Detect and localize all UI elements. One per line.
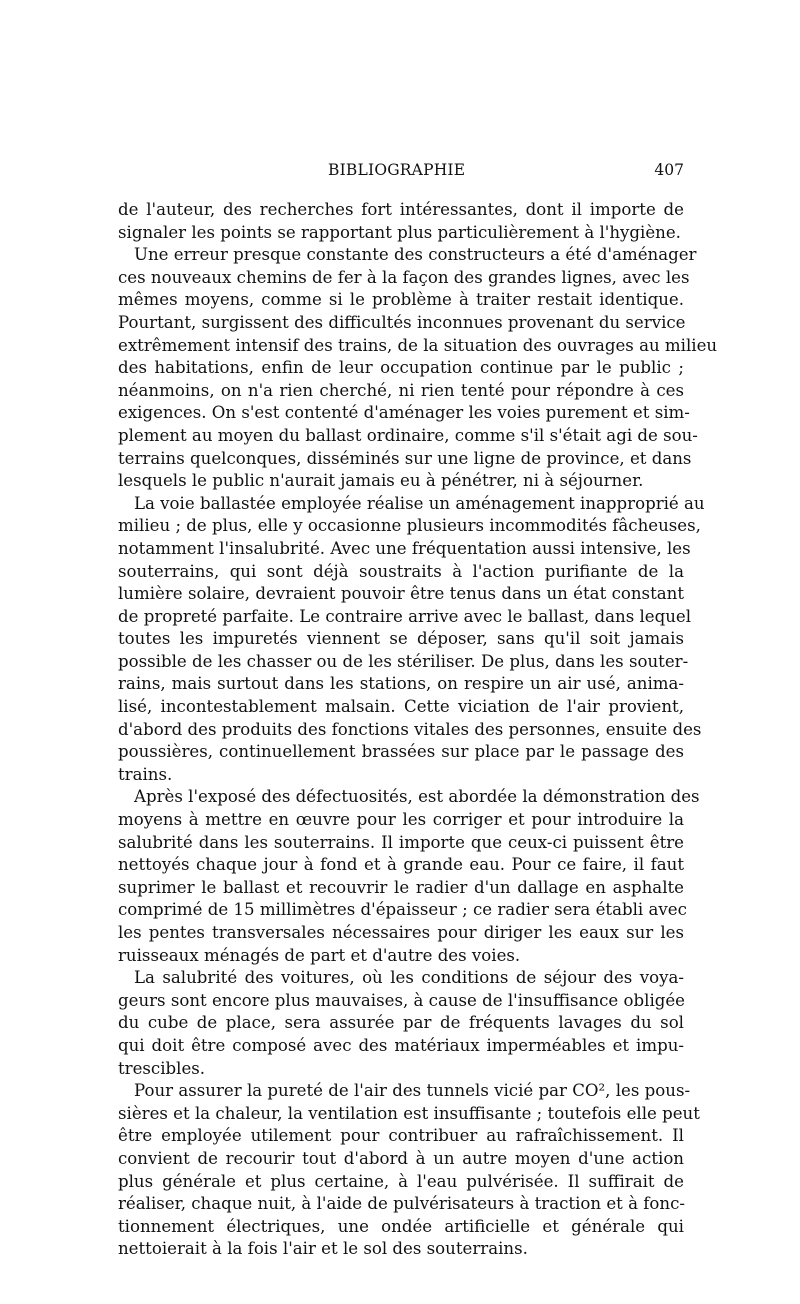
text-line: nettoyés chaque jour à fond et à grande eau. Pour ce faire, il faut (118, 855, 684, 875)
text-line: La salubrité des voitures, où les conditions de séjour des voya- (134, 968, 684, 988)
body-text (118, 199, 718, 1261)
text-line: les pentes transversales nécessaires pour diriger les eaux sur les (118, 923, 684, 942)
paragraph (118, 493, 705, 787)
text-line: sières et la chaleur, la ventilation est insuffisante ; toutefois elle peut (118, 1103, 700, 1123)
text-line: Pourtant, surgissent des difficultés inconnues provenant du service (118, 312, 686, 332)
text-line: exigences. On s'est contenté d'aménager les voies purement et sim- (118, 403, 690, 423)
text-line: ruisseaux ménagés de part et d'autre des voies. (118, 945, 521, 965)
text-line: trains. (118, 764, 173, 784)
paragraph (118, 786, 700, 967)
text-line: ces nouveaux chemins de fer à la façon des grandes lignes, avec les (118, 267, 690, 287)
text-line: terrains quelconques, disséminés sur une ligne de province, et dans (118, 448, 692, 468)
text-line: salubrité dans les souterrains. Il importe que ceux-ci puissent être (118, 832, 684, 852)
text-line: du cube de place, sera assurée par de fréquents lavages du sol (118, 1013, 684, 1033)
text-line: poussières, continuellement brassées sur place par le passage des (118, 742, 684, 762)
text-line: La voie ballastée employée réalise un aménagement inapproprié au (134, 493, 705, 513)
text-line: de propreté parfaite. Le contraire arrive avec le ballast, dans lequel (118, 606, 692, 626)
text-line: moyens à mettre en œuvre pour les corriger et pour introduire la (118, 810, 684, 830)
text-line: Après l'exposé des défectuosités, est abordée la démonstration des (134, 787, 700, 807)
text-line: mêmes moyens, comme si le problème à traiter restait identique. (118, 290, 684, 310)
running-title: BIBLIOGRAPHIE (328, 161, 466, 179)
paragraph (118, 1080, 700, 1261)
text-line: milieu ; de plus, elle y occasionne plusieurs incommodités fâcheuses, (118, 516, 701, 536)
text-line: lesquels le public n'aurait jamais eu à pénétrer, ni à séjourner. (118, 471, 644, 491)
text-line: nettoierait à la fois l'air et le sol des souterrains. (118, 1239, 528, 1259)
text-line: comprimé de 15 millimètres d'épaisseur ; ce radier sera établi avec (118, 900, 687, 920)
text-line: geurs sont encore plus mauvaises, à cause de l'insuffisance obligée (118, 990, 686, 1010)
page-number: 407 (654, 161, 684, 179)
text-line: signaler les points se rapportant plus particulièrement à l'hygiène. (118, 222, 681, 242)
text-line: tionnement électriques, une ondée artificielle et générale qui (118, 1216, 684, 1236)
text-line: suprimer le ballast et recouvrir le radier d'un dallage en asphalte (118, 877, 684, 897)
text-line: extrêmement intensif des trains, de la situation des ouvrages au milieu (118, 335, 718, 355)
text-line: souterrains, qui sont déjà soustraits à l'action purifiante de la (118, 561, 684, 581)
text-line: trescibles. (118, 1058, 206, 1078)
text-line: toutes les impuretés viennent se déposer, sans qu'il soit jamais (118, 629, 684, 649)
paragraph (118, 967, 684, 1080)
text-line: réaliser, chaque nuit, à l'aide de pulvérisateurs à traction et à fonc- (118, 1194, 685, 1214)
text-line: des habitations, enfin de leur occupation continue par le public ; (118, 358, 684, 378)
text-line: de l'auteur, des recherches fort intéressantes, dont il importe de (118, 200, 684, 219)
paragraph (118, 199, 684, 244)
paragraph (118, 244, 718, 493)
text-line: Une erreur presque constante des constructeurs a été d'aménager (134, 245, 697, 265)
running-head (118, 161, 684, 183)
text-line: plus générale et plus certaine, à l'eau pulvérisée. Il suffirait de (118, 1171, 684, 1191)
text-line: possible de les chasser ou de les stériliser. De plus, dans les souter- (118, 651, 689, 671)
text-line: qui doit être composé avec des matériaux imperméables et impu- (118, 1035, 684, 1055)
text-line: être employée utilement pour contribuer au rafraîchissement. Il (118, 1126, 684, 1146)
text-line: plement au moyen du ballast ordinaire, comme s'il s'était agi de sou- (118, 425, 698, 445)
text-line: rains, mais surtout dans les stations, on respire un air usé, anima- (118, 674, 684, 694)
text-line: lumière solaire, devraient pouvoir être tenus dans un état constant (118, 584, 684, 604)
text-line: convient de recourir tout d'abord à un autre moyen d'une action (118, 1148, 684, 1168)
text-line: Pour assurer la pureté de l'air des tunnels vicié par CO², les pous- (134, 1081, 691, 1101)
text-line: d'abord des produits des fonctions vitales des personnes, ensuite des (118, 719, 702, 739)
text-line: notamment l'insalubrité. Avec une fréquentation aussi intensive, les (118, 538, 691, 558)
text-line: néanmoins, on n'a rien cherché, ni rien tenté pour répondre à ces (118, 380, 684, 400)
text-line: lisé, incontestablement malsain. Cette viciation de l'air provient, (118, 697, 684, 717)
